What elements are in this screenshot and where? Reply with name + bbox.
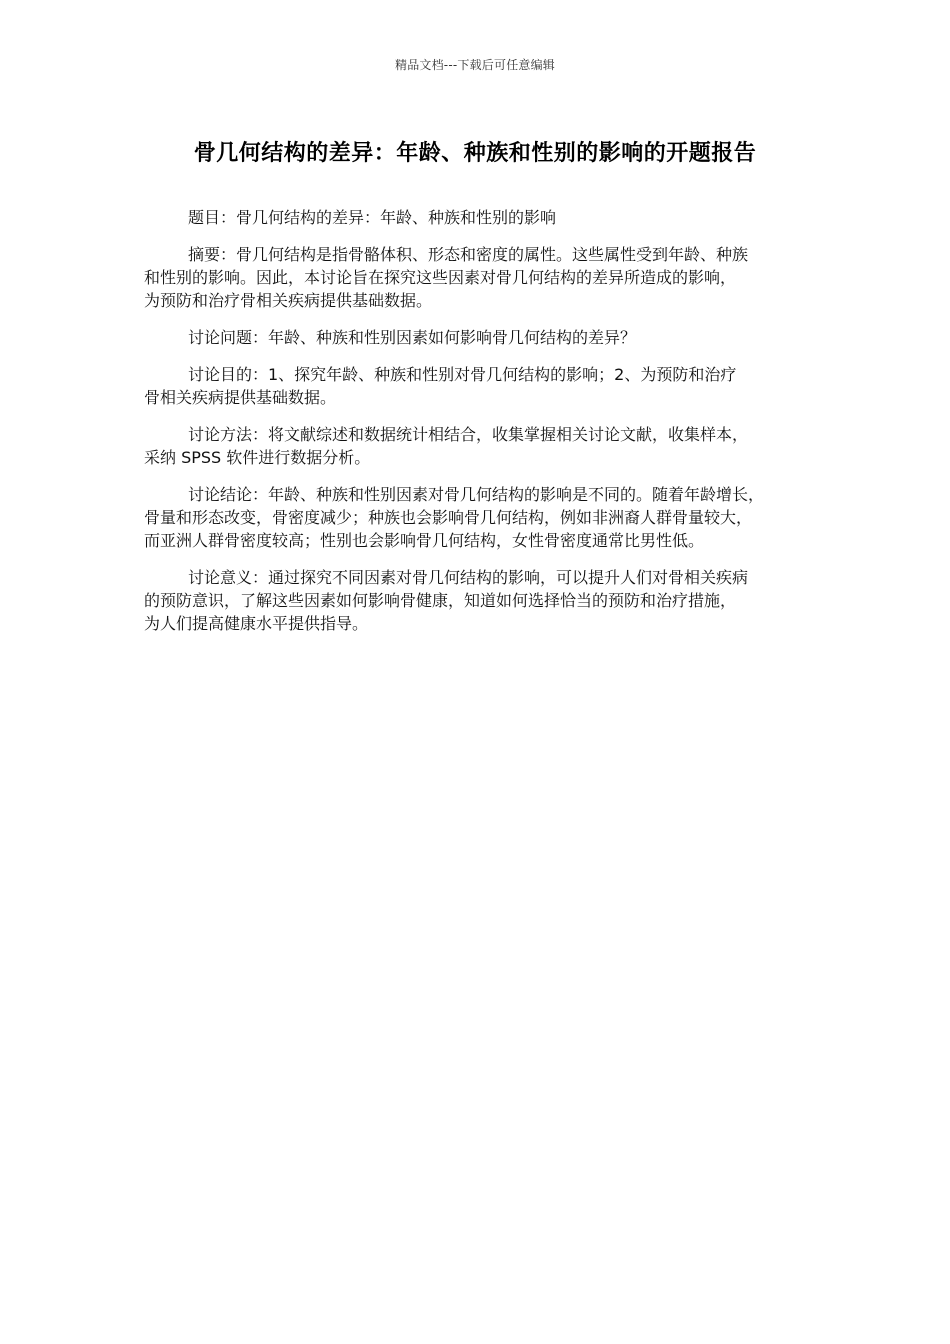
paragraph-line: 而亚洲人群骨密度较高；性别也会影响骨几何结构，女性骨密度通常比男性低。	[144, 531, 705, 550]
document-body	[144, 206, 810, 649]
paragraph-line: 讨论目的：1、探究年龄、种族和性别对骨几何结构的影响；2、为预防和治疗	[188, 365, 737, 384]
page-header-watermark: 精品文档---下载后可任意编辑	[395, 58, 555, 72]
paragraph-purpose	[144, 363, 810, 409]
paragraph-line: 讨论方法：将文献综述和数据统计相结合，收集掌握相关讨论文献，收集样本，	[188, 425, 749, 444]
paragraph-line: 为人们提高健康水平提供指导。	[144, 614, 369, 633]
paragraph-conclusion	[144, 483, 810, 552]
paragraph-line: 讨论意义：通过探究不同因素对骨几何结构的影响，可以提升人们对骨相关疾病	[188, 568, 749, 587]
paragraph-line: 讨论问题：年龄、种族和性别因素如何影响骨几何结构的差异？	[188, 328, 637, 347]
paragraph-line: 采纳 SPSS 软件进行数据分析。	[144, 448, 371, 467]
paragraph-line: 骨相关疾病提供基础数据。	[144, 388, 337, 407]
document-title: 骨几何结构的差异：年龄、种族和性别的影响的开题报告	[193, 141, 757, 166]
paragraph-line: 骨量和形态改变，骨密度减少；种族也会影响骨几何结构，例如非洲裔人群骨量较大，	[144, 508, 753, 527]
paragraph-significance	[144, 566, 810, 635]
paragraph-line: 为预防和治疗骨相关疾病提供基础数据。	[144, 291, 433, 310]
paragraph-line: 题目：骨几何结构的差异：年龄、种族和性别的影响	[188, 208, 557, 227]
paragraph-line: 讨论结论：年龄、种族和性别因素对骨几何结构的影响是不同的。随着年龄增长，	[188, 485, 765, 504]
paragraph-method	[144, 423, 810, 469]
paragraph-line: 和性别的影响。因此，本讨论旨在探究这些因素对骨几何结构的差异所造成的影响，	[144, 268, 737, 287]
paragraph-question	[144, 326, 810, 349]
paragraph-topic	[144, 206, 810, 229]
paragraph-abstract	[144, 243, 810, 312]
paragraph-line: 的预防意识，了解这些因素如何影响骨健康，知道如何选择恰当的预防和治疗措施，	[144, 591, 737, 610]
paragraph-line: 摘要：骨几何结构是指骨骼体积、形态和密度的属性。这些属性受到年龄、种族	[188, 245, 749, 264]
